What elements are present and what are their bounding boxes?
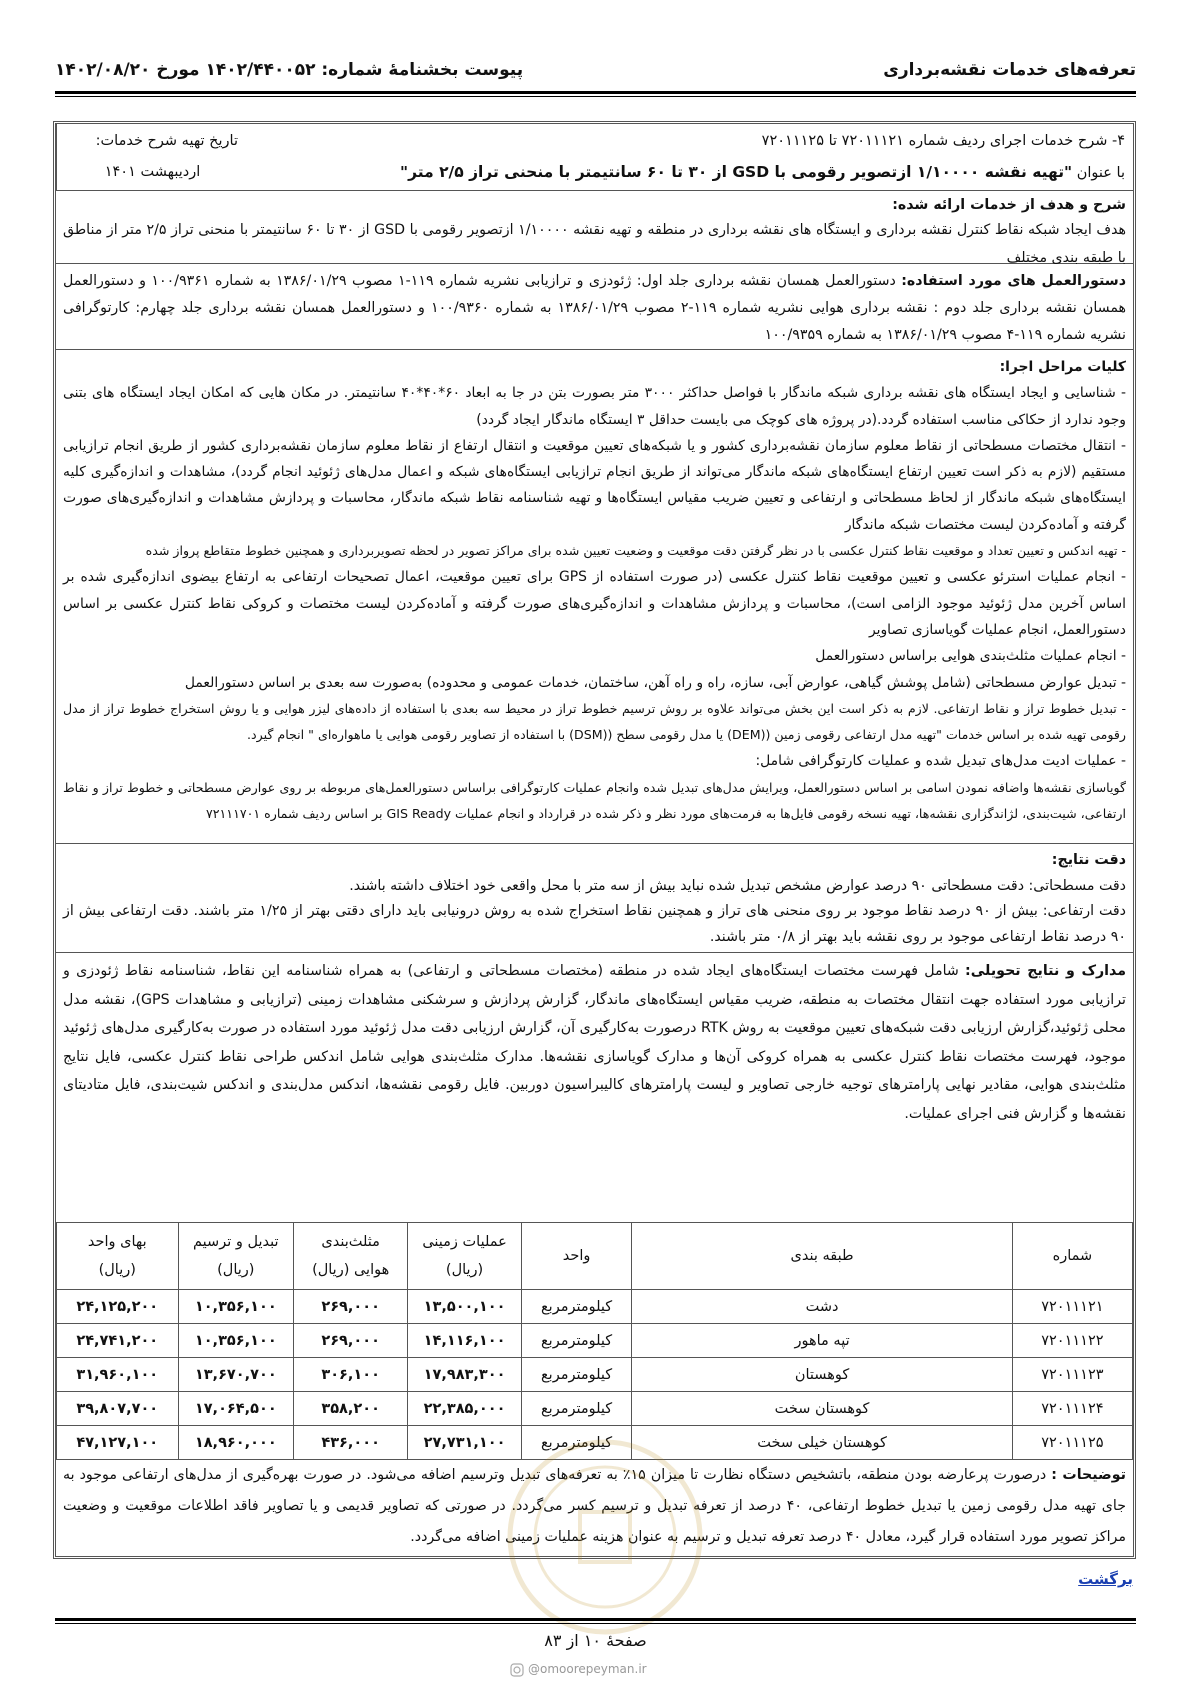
col-unit-price: بهای واحد (ریال)	[57, 1223, 179, 1290]
cell-price: ۲۴,۷۴۱,۲۰۰	[57, 1324, 179, 1358]
tariff-table	[56, 1222, 1133, 1460]
col-number: شماره	[1012, 1223, 1132, 1290]
cell-ground: ۲۲,۳۸۵,۰۰۰	[408, 1392, 522, 1426]
instructions-text: دستورالعمل همسان نقشه برداری جلد اول: ژئودزی و ترازیابی نشریه شماره ۱۱۹-۱ مصوب ۱۳۸۶/۰۱/۲۹ به شماره ۱۰۰/۹۳۶۱ و دستورالعمل همسان نقشه برداری جلد دوم : نقشه برداری هوایی نشریه شماره ۱۱۹-۲ مصوب ۱۳۸۶/۰۱/۲۹ به شماره ۱۰۰/۹۳۶۰ و دستورالعمل همسان نقشه برداری جلد چهارم: کارتوگرافی نشریه شماره ۱۱۹-۴ مصوب ۱۳۸۶/۰۱/۲۹ به شماره ۱۰۰/۹۳۵۹	[63, 273, 1127, 343]
description-text: هدف ایجاد شبکه نقاط کنترل نقشه برداری و ایستگاه های نقشه برداری در منطقه و تهیه نقشه ۱/۱۰۰۰۰ ازتصویر رقومی با GSD از ۳۰ تا ۶۰ سانتیمتر با منحنی تراز ۲/۵ متر از مناطق با طبقه بندی مختلف	[63, 222, 1127, 266]
col-unit: واحد	[521, 1223, 631, 1290]
cell-classification: دشت	[632, 1290, 1012, 1324]
cell-unit: کیلومترمربع	[521, 1358, 631, 1392]
cell-classification: کوهستان سخت	[632, 1392, 1012, 1426]
cell-number: ۷۲۰۱۱۱۲۵	[1012, 1426, 1132, 1460]
cell-triangulation: ۳۰۶,۱۰۰	[294, 1358, 408, 1392]
accuracy-section	[56, 844, 1133, 953]
cell-price: ۳۱,۹۶۰,۱۰۰	[57, 1358, 179, 1392]
cell-triangulation: ۴۳۶,۰۰۰	[294, 1426, 408, 1460]
date-label: تاریخ تهیه شرح خدمات:	[95, 133, 238, 149]
steps-heading: کلیات مراحل اجرا:	[999, 359, 1126, 375]
cell-classification: کوهستان خیلی سخت	[632, 1426, 1012, 1460]
page-header	[55, 55, 1136, 85]
back-link[interactable]: برگشت	[1078, 1570, 1133, 1588]
cell-price: ۲۴,۱۲۵,۲۰۰	[57, 1290, 179, 1324]
cell-classification: کوهستان	[632, 1358, 1012, 1392]
instagram-icon	[510, 1663, 524, 1677]
cell-triangulation: ۳۵۸,۲۰۰	[294, 1392, 408, 1426]
cell-number: ۷۲۰۱۱۱۲۳	[1012, 1358, 1132, 1392]
cell-conversion: ۱۰,۳۵۶,۱۰۰	[178, 1290, 294, 1324]
cell-number: ۷۲۰۱۱۱۲۲	[1012, 1324, 1132, 1358]
cell-triangulation: ۲۶۹,۰۰۰	[294, 1290, 408, 1324]
footer-rule-thin	[55, 1623, 1136, 1624]
cell-triangulation: ۲۶۹,۰۰۰	[294, 1324, 408, 1358]
service-title-cell	[250, 124, 1133, 190]
cell-unit: کیلومترمربع	[521, 1426, 631, 1460]
service-line-2: با عنوان "تهیه نقشه ۱/۱۰۰۰۰ ازتصویر رقومی با GSD از ۳۰ تا ۶۰ سانتیمتر با منحنی تراز ۲/۵ متر"	[400, 163, 1125, 181]
cell-classification: تپه ماهور	[632, 1324, 1012, 1358]
document-title: تعرفه‌های خدمات نقشه‌برداری	[883, 60, 1136, 80]
accuracy-altimetric: دقت ارتفاعی: بیش از ۹۰ درصد نقاط موجود بر روی منحنی های تراز و همچنین نقاط استخراج شده به روش درونیابی باید دارای دقتی بهتر از ۱/۲۵ متر باشند. دقت ارتفاعی بیش از ۹۰ درصد نقاط ارتفاعی موجود بر روی نقشه باید بهتر از ۰/۸ متر باشند.	[63, 903, 1127, 945]
cell-price: ۳۹,۸۰۷,۷۰۰	[57, 1392, 179, 1426]
cell-unit: کیلومترمربع	[521, 1324, 631, 1358]
step-item: گویاسازی نقشه‌ها واضافه نمودن اسامی بر اساس دستورالعمل، ویرایش مدل‌های تبدیل شده وانجام عملیات کارتوگرافی براساس دستورالعمل‌های مربوطه بر روی عوارض مسطحاتی و خطوط تراز و نقاط ارتفاعی، شیت‌بندی، لژاندگزاری نقشه‌ها، تهیه نسخه رقومی فایل‌ها به فرمت‌های مورد نظر و ذکر شده در قرارداد و انجام عملیات GIS Ready بر اساس ردیف شماره ۷۲۱۱۱۷۰۱	[63, 779, 1126, 822]
instructions-heading: دستورالعمل های مورد استفاده:	[901, 273, 1127, 289]
deliverables-section	[56, 953, 1133, 1222]
cell-conversion: ۱۸,۹۶۰,۰۰۰	[178, 1426, 294, 1460]
cell-number: ۷۲۰۱۱۱۲۴	[1012, 1392, 1132, 1426]
col-conversion: تبدیل و ترسیم (ریال)	[178, 1223, 294, 1290]
notes-text: درصورت پرعارضه بودن منطقه، باتشخیص دستگاه نظارت تا میزان ۱۵٪ به تعرفه‌های تبدیل وترسیم اضافه می‌شود. در صورت بهره‌گیری از مدل‌های ارتفاعی موجود به جای تهیه مدل رقومی زمین یا تبدیل خطوط ارتفاعی، ۴۰ درصد از تعرفه تبدیل و ترسیم کسر می‌گردد. در صورتی که تصاویر قدیمی و یا تصاویر فاقد اطلاعات موقعیت و وضعیت مراکز تصویر مورد استفاده قرار گیرد، معادل ۴۰ درصد تعرفه تبدیل و ترسیم به عنوان هزینه عملیات زمینی اضافه می‌گردد.	[63, 1467, 1127, 1545]
service-line-1: ۴- شرح خدمات اجرای ردیف شماره ۷۲۰۱۱۱۲۱ تا ۷۲۰۱۱۱۲۵	[761, 133, 1125, 149]
table-row	[57, 1392, 1133, 1426]
cell-conversion: ۱۰,۳۵۶,۱۰۰	[178, 1324, 294, 1358]
service-date-cell	[56, 124, 248, 190]
cell-conversion: ۱۷,۰۶۴,۵۰۰	[178, 1392, 294, 1426]
col-ground-ops: عملیات زمینی (ریال)	[408, 1223, 522, 1290]
cell-ground: ۱۳,۵۰۰,۱۰۰	[408, 1290, 522, 1324]
cell-ground: ۱۴,۱۱۶,۱۰۰	[408, 1324, 522, 1358]
service-title: "تهیه نقشه ۱/۱۰۰۰۰ ازتصویر رقومی با GSD از ۳۰ تا ۶۰ سانتیمتر با منحنی تراز ۲/۵ متر"	[400, 163, 1073, 181]
description-heading: شرح و هدف از خدمات ارائه شده:	[892, 197, 1126, 213]
page-number: صفحهٔ ۱۰ از ۸۳	[544, 1631, 647, 1650]
description-section	[56, 191, 1133, 264]
watermark-text: @omoorepeyman.ir	[528, 1662, 647, 1676]
table-row	[57, 1324, 1133, 1358]
step-item: - انجام عملیات استرئو عکسی و تعیین موقعیت نقاط کنترل عکسی (در صورت استفاده از GPS برای تعیین موقعیت، اعمال تصحیحات ارتفاعی به ارتفاع بیضوی اندازه‌گیری شده بر اساس آخرین مدل ژئوئید موجود الزامی است)، محاسبات و پردازش مشاهدات و اندازه‌گیری‌های صورت گرفته و آماده‌کردن لیست مختصات و کروکی نقاط کنترل عکسی بر اساس دستورالعمل، انجام عملیات گویاسازی تصاویر	[63, 569, 1126, 638]
accuracy-heading: دقت نتایج:	[1051, 852, 1126, 868]
seal-watermark-icon	[500, 1432, 710, 1642]
date-value: اردیبهشت ۱۴۰۱	[104, 164, 201, 180]
deliverables-text: شامل فهرست مختصات ایستگاه‌های ایجاد شده در منطقه (مختصات مسطحاتی و ارتفاعی) به همراه شناسنامه این نقاط، شناسنامه نقاط ژئودزی و ترازیابی مورد استفاده جهت انتقال مختصات به منطقه، ضریب مقیاس ایستگاه‌های ماندگار، گزارش پردازش و سرشکنی مشاهدات زمینی (ترازیابی و مشاهدات GPS)، نقشه مدل محلی ژئوئید،گزارش ارزیابی دقت شبکه‌های تعیین موقعیت به روش RTK درصورت به‌کارگیری آن، گزارش ارزیابی دقت مدل ژئوئید مورد استفاده در صورت به‌کارگیری مدل‌های ژئوئید موجود، فهرست مختصات نقاط کنترل عکسی به همراه کروکی آن‌ها و مدارک گویاسازی نقشه‌ها. مدارک مثلث‌بندی هوایی شامل اندکس طراحی نقاط کنترل عکسی، فایل نتایج مثلث‌بندی هوایی، مقادیر نهایی پارامترهای توجیه خارجی تصاویر و لیست پارامترهای کالیبراسیون دوربین. فایل رقومی نقشه‌ها، اندکس مدل‌بندی و اندکس شیت‌بندی، فایل متادیتای نقشه‌ها و گزارش فنی اجرای عملیات.	[63, 963, 1126, 1122]
table-row	[57, 1358, 1133, 1392]
cell-ground: ۲۷,۷۳۱,۱۰۰	[408, 1426, 522, 1460]
circular-reference: پیوست بخشنامهٔ شماره: ۱۴۰۲/۴۴۰۰۵۲ مورخ ۱۴۰۲/۰۸/۲۰	[55, 60, 524, 80]
header-rule	[55, 91, 1136, 94]
step-item: - انجام عملیات مثلث‌بندی هوایی براساس دستورالعمل	[815, 648, 1126, 665]
cell-conversion: ۱۳,۶۷۰,۷۰۰	[178, 1358, 294, 1392]
instructions-section	[56, 264, 1133, 350]
header-rule-thin	[55, 96, 1136, 97]
notes-heading: توضیحات :	[1051, 1467, 1126, 1483]
cell-unit: کیلومترمربع	[521, 1290, 631, 1324]
step-item: - عملیات ادیت مدل‌های تبدیل شده و عملیات کارتوگرافی شامل:	[755, 753, 1126, 770]
col-classification: طبقه بندی	[632, 1223, 1012, 1290]
step-item: - تهیه اندکس و تعیین تعداد و موقعیت نقاط کنترل عکسی با در نظر گرفتن دقت موقعیت و وضعیت تعیین شده برای مراکز تصویر در لحظه تصویربرداری و همچنین خطوط متقاطع پرواز شده	[145, 543, 1126, 559]
step-item: - تبدیل عوارض مسطحاتی (شامل پوشش گیاهی، عوارض آبی، سازه، راه و راه آهن، ساختمان، خدمات عمومی و محدوده) به‌صورت سه بعدی بر اساس دستورالعمل	[184, 674, 1126, 691]
col-triangulation: مثلث‌بندی هوایی (ریال)	[294, 1223, 408, 1290]
step-item: - انتقال مختصات مسطحاتی از نقاط معلوم سازمان نقشه‌برداری کشور و یا شبکه‌های تعیین موقعیت و انتقال ارتفاع از نقاط معلوم سازمان نقشه‌برداری کشور از طریق انجام ترازیابی مستقیم (لازم به ذکر است تعیین ارتفاع ایستگاه‌های شبکه ماندگار می‌تواند از طریق انجام ترازیابی ایستگاه‌های شبکه و اعمال مدل‌های ژئوئید انجام گردد)، مشاهدات و اندازه‌گیری کلیه ایستگاه‌های شبکه ماندگار از لحاظ مسطحاتی و ارتفاعی و تعیین ضریب مقیاس ایستگاه‌ها و تهیه شناسنامه نقاط شبکه ماندگار، محاسبات و پردازش مشاهدات و اندازه‌گیری‌های صورت گرفته و آماده‌کردن لیست مختصات شبکه ماندگار	[63, 437, 1126, 533]
cell-unit: کیلومترمربع	[521, 1392, 631, 1426]
table-row	[57, 1290, 1133, 1324]
table-header-row	[57, 1223, 1133, 1290]
cell-ground: ۱۷,۹۸۳,۳۰۰	[408, 1358, 522, 1392]
step-item: - تبدیل خطوط تراز و نقاط ارتفاعی. لازم به ذکر است این بخش می‌تواند علاوه بر روش ترسیم خطوط تراز در محیط سه بعدی با استفاده از داده‌های لیزر هوایی و یا روش استخراج خطوط تراز از مدل رقومی تهیه شده بر اساس خدمات "تهیه مدل ارتفاعی رقومی زمین ((DEM) یا مدل رقومی سطح ((DSM) با استفاده از تصاویر رقومی هوایی یا ماهواره‌ای " انجام گیرد.	[63, 700, 1126, 743]
steps-section	[56, 350, 1133, 844]
cell-number: ۷۲۰۱۱۱۲۱	[1012, 1290, 1132, 1324]
deliverables-heading: مدارک و نتایج تحویلی:	[965, 963, 1126, 979]
step-item: - شناسایی و ایجاد ایستگاه های نقشه برداری شبکه ماندگار با فواصل حداکثر ۳۰۰۰ متر بصورت بتن در جا به ابعاد ۶۰*۴۰*۴۰ سانتیمتر. در مکان هایی که امکان ایجاد ایستگاه های بتنی وجود ندارد از حکاکی مناسب استفاده گردد.(در پروژه های کوچک می بایست حداقل ۳ ایستگاه ماندگار ایجاد گردد)	[63, 385, 1127, 428]
accuracy-planimetric: دقت مسطحاتی: دقت مسطحاتی ۹۰ درصد عوارض مشخص تبدیل شده نباید بیش از سه متر با محل واقعی خود اختلاف داشته باشند.	[349, 877, 1126, 894]
cell-price: ۴۷,۱۲۷,۱۰۰	[57, 1426, 179, 1460]
footer-rule	[55, 1618, 1136, 1621]
